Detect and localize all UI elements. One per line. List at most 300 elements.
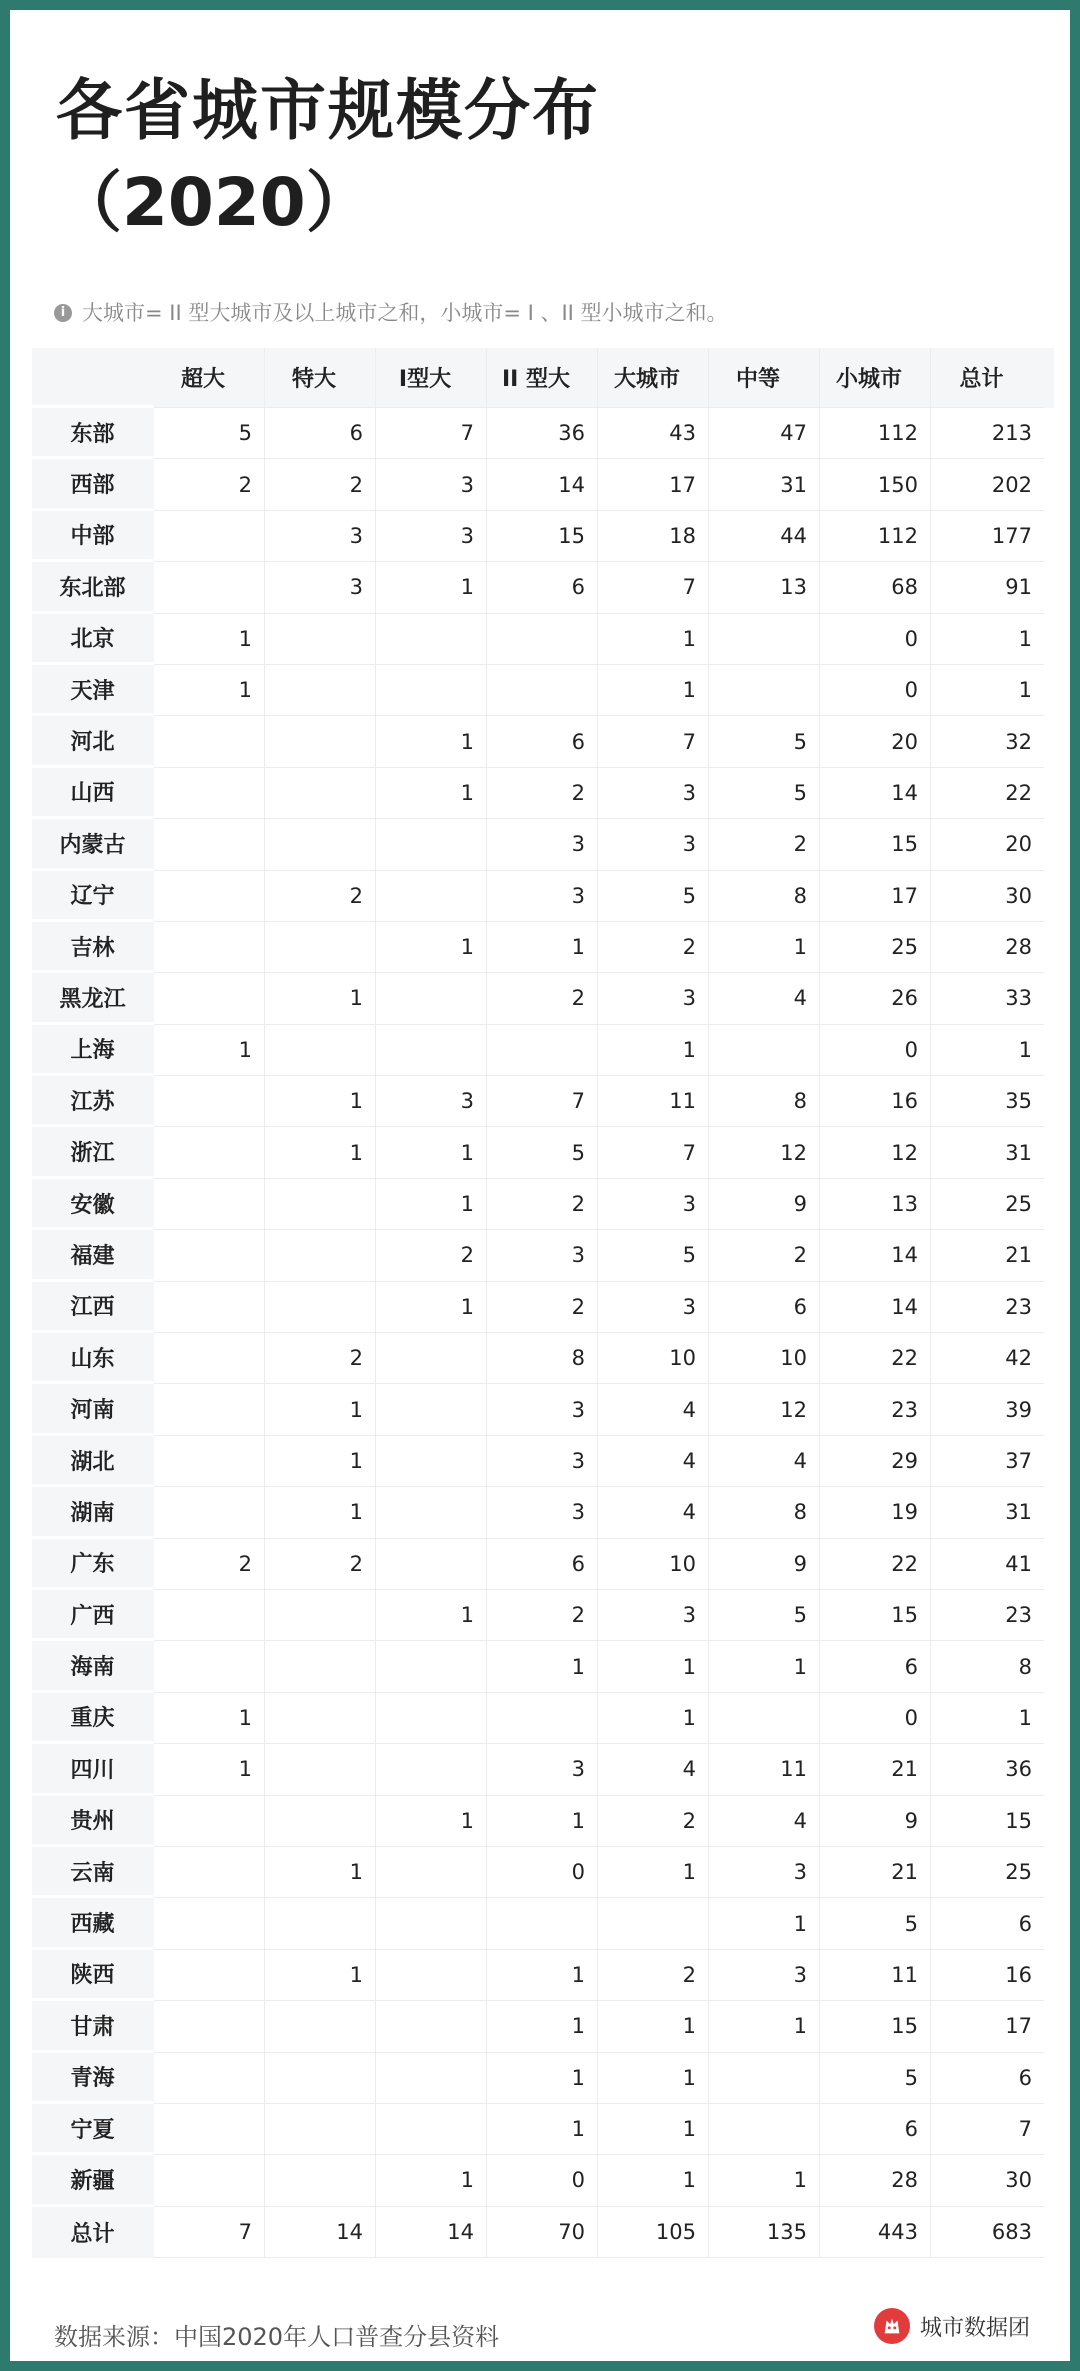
table-cell: 20: [820, 716, 931, 767]
table-cell: 1: [598, 1641, 709, 1692]
table-cell: 1: [265, 1487, 376, 1538]
table-cell: 2: [709, 819, 820, 870]
row-label: 江西: [32, 1282, 154, 1333]
table-cell: 1: [376, 768, 487, 819]
row-label: 吉林: [32, 922, 154, 973]
table-row: [32, 511, 1054, 562]
table-cell: 19: [820, 1487, 931, 1538]
table-cell: 3: [265, 511, 376, 562]
column-header: 小城市: [820, 348, 931, 408]
row-label: 安徽: [32, 1179, 154, 1230]
table-cell: [154, 1282, 265, 1333]
table-cell: 6: [820, 1641, 931, 1692]
table-row: [32, 1127, 1054, 1178]
table-cell: 6: [487, 1539, 598, 1590]
table-cell: 2: [265, 1539, 376, 1590]
table-cell: 2: [487, 768, 598, 819]
table-cell: 5: [709, 716, 820, 767]
table-row: [32, 1384, 1054, 1435]
table-cell: [154, 716, 265, 767]
table-cell: [376, 1693, 487, 1744]
table-cell: 10: [598, 1333, 709, 1384]
table-cell: 1: [598, 2155, 709, 2206]
table-cell: 28: [931, 922, 1044, 973]
row-label: 山西: [32, 768, 154, 819]
table-cell: [376, 1436, 487, 1487]
table-cell: [487, 614, 598, 665]
table-cell: [154, 1847, 265, 1898]
column-header: 总计: [931, 348, 1044, 408]
brand: [874, 2308, 1030, 2344]
table-cell: 3: [709, 1950, 820, 2001]
table-cell: 44: [709, 511, 820, 562]
row-label: 浙江: [32, 1127, 154, 1178]
table-cell: 9: [709, 1539, 820, 1590]
table-cell: 1: [154, 1693, 265, 1744]
table-cell: [154, 562, 265, 613]
table-cell: 202: [931, 459, 1044, 510]
table-row: [32, 1025, 1054, 1076]
table-cell: 30: [931, 2155, 1044, 2206]
page-frame: [10, 10, 1070, 2361]
table-cell: [154, 1641, 265, 1692]
table-cell: 1: [931, 1025, 1044, 1076]
row-label: 山东: [32, 1333, 154, 1384]
row-label: 广东: [32, 1539, 154, 1590]
header-corner: [32, 348, 154, 408]
row-label: 河南: [32, 1384, 154, 1435]
table-cell: [265, 1693, 376, 1744]
table-cell: 2: [376, 1230, 487, 1281]
table-cell: 4: [709, 973, 820, 1024]
table-cell: 1: [487, 1796, 598, 1847]
table-cell: [376, 871, 487, 922]
table-cell: 1: [598, 1847, 709, 1898]
table-cell: 14: [487, 459, 598, 510]
table-cell: 0: [820, 665, 931, 716]
table-cell: 1: [376, 1179, 487, 1230]
table-cell: 3: [487, 1744, 598, 1795]
row-label: 江苏: [32, 1076, 154, 1127]
table-cell: 7: [154, 2207, 265, 2258]
table-row: [32, 459, 1054, 510]
table-cell: 0: [820, 614, 931, 665]
table-cell: [154, 1230, 265, 1281]
table-cell: 3: [487, 819, 598, 870]
table-cell: 70: [487, 2207, 598, 2258]
table-cell: 1: [598, 665, 709, 716]
table-cell: [709, 2104, 820, 2155]
table-cell: [154, 1487, 265, 1538]
table-cell: 3: [598, 768, 709, 819]
table-row: [32, 1590, 1054, 1641]
table-cell: 12: [709, 1384, 820, 1435]
row-label: 新疆: [32, 2155, 154, 2206]
table-cell: 1: [376, 1590, 487, 1641]
table-cell: [376, 973, 487, 1024]
table-cell: 42: [931, 1333, 1044, 1384]
table-cell: 36: [931, 1744, 1044, 1795]
table-cell: 17: [820, 871, 931, 922]
table-cell: 5: [820, 1898, 931, 1949]
table-cell: 22: [820, 1539, 931, 1590]
table-row: [32, 973, 1054, 1024]
table-cell: 1: [487, 922, 598, 973]
table-cell: [154, 871, 265, 922]
table-cell: 18: [598, 511, 709, 562]
table-cell: [376, 1384, 487, 1435]
table-cell: 20: [931, 819, 1044, 870]
page-subtitle: （2020）: [56, 164, 372, 241]
table-cell: [376, 1333, 487, 1384]
table-cell: 9: [709, 1179, 820, 1230]
table-cell: 5: [598, 871, 709, 922]
row-label: 北京: [32, 614, 154, 665]
table-row: [32, 1744, 1054, 1795]
table-cell: 21: [820, 1744, 931, 1795]
column-header: I型大: [376, 348, 487, 408]
table-cell: 29: [820, 1436, 931, 1487]
table-cell: [376, 1539, 487, 1590]
table-cell: [154, 2104, 265, 2155]
page-title: 各省城市规模分布: [56, 72, 600, 149]
row-label: 云南: [32, 1847, 154, 1898]
row-label: 西部: [32, 459, 154, 510]
column-header: 大城市: [598, 348, 709, 408]
table-row: [32, 665, 1054, 716]
table-cell: 32: [931, 716, 1044, 767]
table-cell: [265, 922, 376, 973]
table-cell: 21: [820, 1847, 931, 1898]
table-cell: [265, 1230, 376, 1281]
table-cell: [376, 1744, 487, 1795]
table-cell: 6: [265, 408, 376, 459]
table-cell: [709, 665, 820, 716]
row-label: 东北部: [32, 562, 154, 613]
row-label: 湖南: [32, 1487, 154, 1538]
table-cell: 2: [487, 1282, 598, 1333]
table-cell: [265, 1025, 376, 1076]
table-cell: 11: [820, 1950, 931, 2001]
table-cell: 1: [376, 922, 487, 973]
info-icon: i: [54, 304, 72, 322]
table-cell: [154, 1950, 265, 2001]
table-cell: 3: [598, 1179, 709, 1230]
table-cell: 31: [931, 1127, 1044, 1178]
table-cell: 2: [598, 922, 709, 973]
table-cell: [487, 1025, 598, 1076]
table-cell: [376, 1847, 487, 1898]
table-cell: 3: [598, 1590, 709, 1641]
table-cell: 683: [931, 2207, 1044, 2258]
table-cell: 1: [376, 716, 487, 767]
table-cell: 12: [820, 1127, 931, 1178]
table-cell: 1: [265, 1847, 376, 1898]
table-cell: 2: [487, 1179, 598, 1230]
row-label: 湖北: [32, 1436, 154, 1487]
row-label: 辽宁: [32, 871, 154, 922]
table-cell: 1: [376, 1127, 487, 1178]
table-cell: 5: [820, 2053, 931, 2104]
table-cell: [154, 768, 265, 819]
row-label: 青海: [32, 2053, 154, 2104]
table-cell: [376, 614, 487, 665]
table-cell: 1: [931, 1693, 1044, 1744]
table-cell: [376, 665, 487, 716]
table-cell: [154, 1127, 265, 1178]
table-cell: 11: [598, 1076, 709, 1127]
table-row: [32, 1693, 1054, 1744]
table-cell: [487, 1693, 598, 1744]
table-cell: 1: [265, 1127, 376, 1178]
table-cell: [709, 614, 820, 665]
table-cell: 5: [598, 1230, 709, 1281]
table-cell: 1: [265, 1950, 376, 2001]
table-row: [32, 408, 1054, 459]
table-cell: 1: [709, 922, 820, 973]
table-cell: 3: [487, 1487, 598, 1538]
table-cell: 17: [931, 2001, 1044, 2052]
table-cell: 8: [487, 1333, 598, 1384]
table-cell: [265, 665, 376, 716]
table-cell: 16: [931, 1950, 1044, 2001]
row-label: 河北: [32, 716, 154, 767]
table-cell: 36: [487, 408, 598, 459]
table-cell: 2: [598, 1950, 709, 2001]
table-cell: 1: [265, 1384, 376, 1435]
table-cell: [265, 1641, 376, 1692]
table-cell: 1: [376, 2155, 487, 2206]
table-cell: 1: [487, 2053, 598, 2104]
row-label: 四川: [32, 1744, 154, 1795]
table-cell: 0: [487, 1847, 598, 1898]
table-cell: 25: [931, 1847, 1044, 1898]
table-cell: 1: [598, 1693, 709, 1744]
table-cell: 4: [709, 1796, 820, 1847]
table-cell: 1: [376, 1282, 487, 1333]
table-cell: 10: [598, 1539, 709, 1590]
table-row: [32, 819, 1054, 870]
table-cell: 3: [598, 1282, 709, 1333]
table-cell: [265, 1282, 376, 1333]
table-cell: 7: [376, 408, 487, 459]
total-row: [32, 2207, 1054, 2258]
row-label: 天津: [32, 665, 154, 716]
table-cell: 14: [376, 2207, 487, 2258]
table-cell: 23: [931, 1590, 1044, 1641]
table-cell: 112: [820, 408, 931, 459]
table-cell: 23: [820, 1384, 931, 1435]
table-row: [32, 1333, 1054, 1384]
table-cell: 1: [154, 1744, 265, 1795]
table-row: [32, 871, 1054, 922]
table-cell: 3: [376, 459, 487, 510]
table-cell: [154, 2053, 265, 2104]
table-cell: 2: [154, 1539, 265, 1590]
table-cell: [265, 768, 376, 819]
table-cell: [265, 1590, 376, 1641]
table-cell: [376, 1487, 487, 1538]
table-cell: [154, 1076, 265, 1127]
table-cell: 1: [487, 2104, 598, 2155]
table-cell: 35: [931, 1076, 1044, 1127]
table-cell: 16: [820, 1076, 931, 1127]
table-cell: [154, 1436, 265, 1487]
table-row: [32, 1539, 1054, 1590]
table-cell: 9: [820, 1796, 931, 1847]
table-row: [32, 1282, 1054, 1333]
table-cell: 3: [709, 1847, 820, 1898]
table-cell: 3: [598, 819, 709, 870]
table-cell: 150: [820, 459, 931, 510]
table-header-row: [32, 348, 1054, 408]
table-cell: 15: [820, 819, 931, 870]
table-cell: [487, 1898, 598, 1949]
table-cell: 6: [709, 1282, 820, 1333]
table-cell: 14: [265, 2207, 376, 2258]
row-label: 中部: [32, 511, 154, 562]
table-cell: [376, 1025, 487, 1076]
table-cell: 68: [820, 562, 931, 613]
table-cell: 3: [376, 1076, 487, 1127]
table-cell: 4: [598, 1487, 709, 1538]
table-cell: 1: [709, 2155, 820, 2206]
table-row: [32, 1847, 1054, 1898]
table-cell: 6: [931, 1898, 1044, 1949]
table-cell: [265, 614, 376, 665]
column-header: 中等: [709, 348, 820, 408]
table-cell: 7: [487, 1076, 598, 1127]
table-cell: 14: [820, 1282, 931, 1333]
table-cell: 11: [709, 1744, 820, 1795]
table-cell: [265, 716, 376, 767]
table-cell: 4: [709, 1436, 820, 1487]
row-label: 东部: [32, 408, 154, 459]
table-cell: 1: [265, 1076, 376, 1127]
table-cell: 1: [376, 562, 487, 613]
table-cell: [376, 2053, 487, 2104]
table-cell: 7: [598, 716, 709, 767]
table-row: [32, 1076, 1054, 1127]
table-cell: 14: [820, 768, 931, 819]
table-cell: [154, 511, 265, 562]
table-cell: [376, 819, 487, 870]
table-cell: [376, 2001, 487, 2052]
table-cell: 8: [931, 1641, 1044, 1692]
column-header: 超大: [154, 348, 265, 408]
table-cell: 443: [820, 2207, 931, 2258]
table-cell: [709, 2053, 820, 2104]
table-cell: 1: [154, 1025, 265, 1076]
footnote-text: 大城市= II 型大城市及以上城市之和，小城市= I 、II 型小城市之和。: [82, 301, 728, 325]
table-cell: 1: [709, 2001, 820, 2052]
table-cell: 1: [598, 614, 709, 665]
table-cell: 47: [709, 408, 820, 459]
table-cell: 1: [265, 1436, 376, 1487]
table-cell: 6: [931, 2053, 1044, 2104]
table-cell: [376, 1898, 487, 1949]
table-cell: 1: [154, 665, 265, 716]
table-cell: 39: [931, 1384, 1044, 1435]
table-row: [32, 1436, 1054, 1487]
row-label: 甘肃: [32, 2001, 154, 2052]
row-label: 宁夏: [32, 2104, 154, 2155]
table-cell: 15: [820, 2001, 931, 2052]
table-cell: [376, 1641, 487, 1692]
table-cell: 1: [598, 2001, 709, 2052]
table-row: [32, 2155, 1054, 2206]
table-cell: 8: [709, 1487, 820, 1538]
table-cell: [598, 1898, 709, 1949]
footnote: [54, 298, 728, 328]
table-cell: 21: [931, 1230, 1044, 1281]
table-cell: 2: [265, 1333, 376, 1384]
table-cell: 2: [709, 1230, 820, 1281]
table-cell: 2: [265, 871, 376, 922]
table-cell: 177: [931, 511, 1044, 562]
table-row: [32, 2001, 1054, 2052]
data-table: [32, 348, 1054, 2258]
row-label: 陕西: [32, 1950, 154, 2001]
table-cell: 0: [820, 1025, 931, 1076]
table-cell: 10: [709, 1333, 820, 1384]
table-cell: [154, 1898, 265, 1949]
table-cell: 2: [487, 1590, 598, 1641]
table-cell: 1: [598, 2104, 709, 2155]
table-cell: 1: [376, 1796, 487, 1847]
table-cell: [265, 2053, 376, 2104]
row-label: 黑龙江: [32, 973, 154, 1024]
column-header: II 型大: [487, 348, 598, 408]
table-cell: [265, 2001, 376, 2052]
table-cell: 26: [820, 973, 931, 1024]
table-cell: 6: [820, 2104, 931, 2155]
table-row: [32, 2104, 1054, 2155]
row-label: 海南: [32, 1641, 154, 1692]
row-label: 上海: [32, 1025, 154, 1076]
table-cell: 0: [487, 2155, 598, 2206]
table-cell: 25: [820, 922, 931, 973]
table-row: [32, 922, 1054, 973]
table-cell: 13: [709, 562, 820, 613]
table-cell: [376, 1950, 487, 2001]
table-row: [32, 1950, 1054, 2001]
table-cell: 0: [820, 1693, 931, 1744]
table-row: [32, 1796, 1054, 1847]
table-cell: 1: [709, 1898, 820, 1949]
table-cell: 2: [598, 1796, 709, 1847]
table-cell: [154, 922, 265, 973]
table-cell: [154, 2001, 265, 2052]
table-cell: [154, 973, 265, 1024]
row-label: 总计: [32, 2207, 154, 2258]
table-cell: 112: [820, 511, 931, 562]
table-cell: [265, 1744, 376, 1795]
table-cell: [709, 1025, 820, 1076]
table-cell: 1: [154, 614, 265, 665]
table-cell: 135: [709, 2207, 820, 2258]
table-row: [32, 768, 1054, 819]
row-label: 重庆: [32, 1693, 154, 1744]
table-cell: 3: [376, 511, 487, 562]
table-cell: 30: [931, 871, 1044, 922]
column-header: 特大: [265, 348, 376, 408]
row-label: 贵州: [32, 1796, 154, 1847]
table-cell: 28: [820, 2155, 931, 2206]
table-cell: [265, 1796, 376, 1847]
table-row: [32, 1230, 1054, 1281]
table-row: [32, 1898, 1054, 1949]
